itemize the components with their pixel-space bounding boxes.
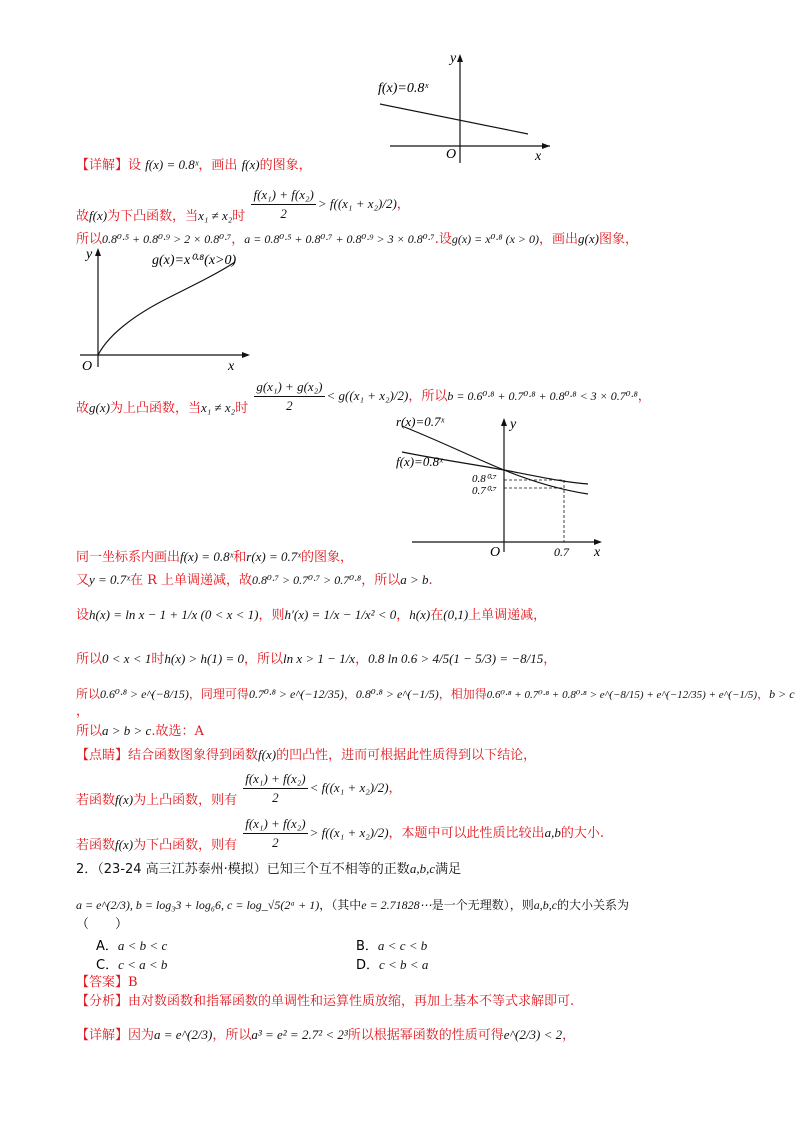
figure-power-08 (70, 242, 270, 374)
answer: 【答案】B (76, 975, 138, 990)
fig3-f-label: f(x)=0.8ˣ (396, 454, 443, 469)
line-same-axes: 同一坐标系内画出f(x) = 0.8ˣ和r(x) = 0.7ˣ的图象， (76, 549, 353, 565)
line-lower-convex-rule: 若函数f(x)为下凸函数，则有 $\frac{\text{f(x₁) + f(x₂)}}{2}$ > f((x₁ + x₂)/2)，本题中可以此性质比较出a,b的大小. (76, 816, 604, 853)
analysis: 【分析】由对数函数和指幂函数的单调性和运算性质放缩，再加上基本不等式求解即可. (76, 994, 575, 1009)
line-comma: ， (76, 704, 90, 719)
detail-2: 【详解】因为a = e^(2/3)，所以a³ = e² = 2.7² < 2³所以根据幂函数的性质可得e^(2/3) < 2， (76, 1027, 576, 1043)
line-h-positive: 所以0 < x < 1时h(x) > h(1) = 0，所以ln x > 1 − 1/x，0.8 ln 0.6 > 4/5(1 − 5/3) = −8/15， (76, 651, 557, 667)
line-convex-below: 故f(x)为下凸函数，当x₁ ≠ x₂时 $\frac{\text{f(x₁) + f(x₂)}}{2}$ > f((x₁ + x₂)/2)， (76, 187, 410, 224)
line-inequality-a: 所以0.8⁰·⁵ + 0.8⁰·⁹ > 2 × 0.8⁰·⁷，a = 0.8⁰·⁵ + 0.8⁰·⁷ + 0.8⁰·⁹ > 3 × 0.8⁰·⁷.设g(x) = x⁰·⁸ (x > 0)，画出g(x)图象， (76, 231, 638, 247)
fig2-x-label: x (228, 359, 235, 374)
question-2: 2．（23-24 高三江苏泰州·模拟）已知三个互不相等的正数a,b,c满足 (76, 861, 462, 877)
remark-tag: 【点睛】 (76, 748, 129, 763)
fig2-origin: O (82, 359, 93, 374)
math-fx: f(x) = 0.8ˣ (145, 157, 199, 172)
line-detail-1: 【详解】设 f(x) = 0.8ˣ，画出 f(x)的图象， (76, 157, 312, 173)
option-c[interactable]: C．c < a < b (96, 957, 168, 973)
fig1-x-label: x (535, 149, 542, 164)
line-monotone: 又y = 0.7ˣ在 R 上单调递减，故0.8⁰·⁷ > 0.7⁰·⁷ > 0.7⁰·⁸，所以a > b. (76, 572, 433, 588)
fig2-y-label: y (86, 247, 93, 262)
fraction: $\frac{\text{g(x₁) + g(x₂)}}{2}$ (256, 379, 323, 413)
fraction: $\frac{\text{f(x₁) + f(x₂)}}{2}$ (245, 771, 306, 805)
line-choose-a: 所以a > b > c.故选：A (76, 723, 204, 739)
fig2-curve-label: g(x)=x⁰·⁸(x>0) (152, 253, 237, 268)
line-sum-bounds: 所以0.6⁰·⁸ > e^(−8/15)，同理可得0.7⁰·⁸ > e^(−12/35)，0.8⁰·⁸ > e^(−1/5)，相加得0.6⁰·⁸ + 0.7⁰·⁸ + 0.8⁰·⁸ > e^(−8/15) + e^(−12/35) + e^(−1/5)，b > c (76, 687, 795, 701)
line-convex-above: 故g(x)为上凸函数，当x₁ ≠ x₂时 $\frac{\text{g(x₁) + g(x₂)}}{2}$ < g((x₁ + x₂)/2)，所以b = 0.6⁰·⁸ + 0.7⁰·⁸ + 0.8⁰·⁸ < 3 × 0.7⁰·⁸， (76, 379, 651, 416)
fig1-curve-label: f(x)=0.8ˣ (378, 81, 429, 96)
option-d[interactable]: D．c < b < a (356, 957, 429, 973)
fig3-y-label: y (510, 417, 517, 432)
fig1-y-label: y (450, 51, 457, 66)
line-define-h: 设h(x) = ln x − 1 + 1/x (0 < x < 1)，则h′(x) = 1/x − 1/x² < 0，h(x)在(0,1)上单调递减， (76, 607, 547, 623)
line-upper-convex-rule: 若函数f(x)为上凸函数，则有 $\frac{\text{f(x₁) + f(x₂)}}{2}$ < f((x₁ + x₂)/2)， (76, 771, 402, 808)
figure-two-exponentials (392, 412, 612, 558)
fig3-origin: O (490, 545, 501, 558)
option-b[interactable]: B．a < c < b (356, 938, 428, 954)
fraction: $\frac{\text{f(x₁) + f(x₂)}}{2}$ (253, 187, 314, 221)
fig3-tick-08: 0.8⁰·⁷ (472, 473, 497, 485)
line-remark: 【点睛】结合函数图象得到函数f(x)的凹凸性，进而可根据此性质得到以下结论， (76, 747, 537, 763)
fig3-xtick: 0.7 (554, 545, 569, 558)
fig1-origin: O (446, 147, 457, 162)
option-a[interactable]: A．a < b < c (96, 938, 168, 954)
fig3-r-label: r(x)=0.7ˣ (396, 414, 445, 429)
fig3-x-label: x (594, 545, 601, 558)
question-2-conditions: a = e^(2/3), b = log₃3 + log₆6, c = log_√5(2ᵃ + 1)，（其中e = 2.71828⋯是一个无理数），则a,b,c的大小关系为 (76, 898, 630, 912)
fig3-tick-07: 0.7⁰·⁷ (472, 485, 497, 497)
fraction: $\frac{\text{f(x₁) + f(x₂)}}{2}$ (245, 816, 306, 850)
detail-tag: 【详解】 (76, 158, 129, 173)
figure-exponential-08 (370, 48, 570, 166)
question-2-paren: （ ） (76, 917, 129, 932)
